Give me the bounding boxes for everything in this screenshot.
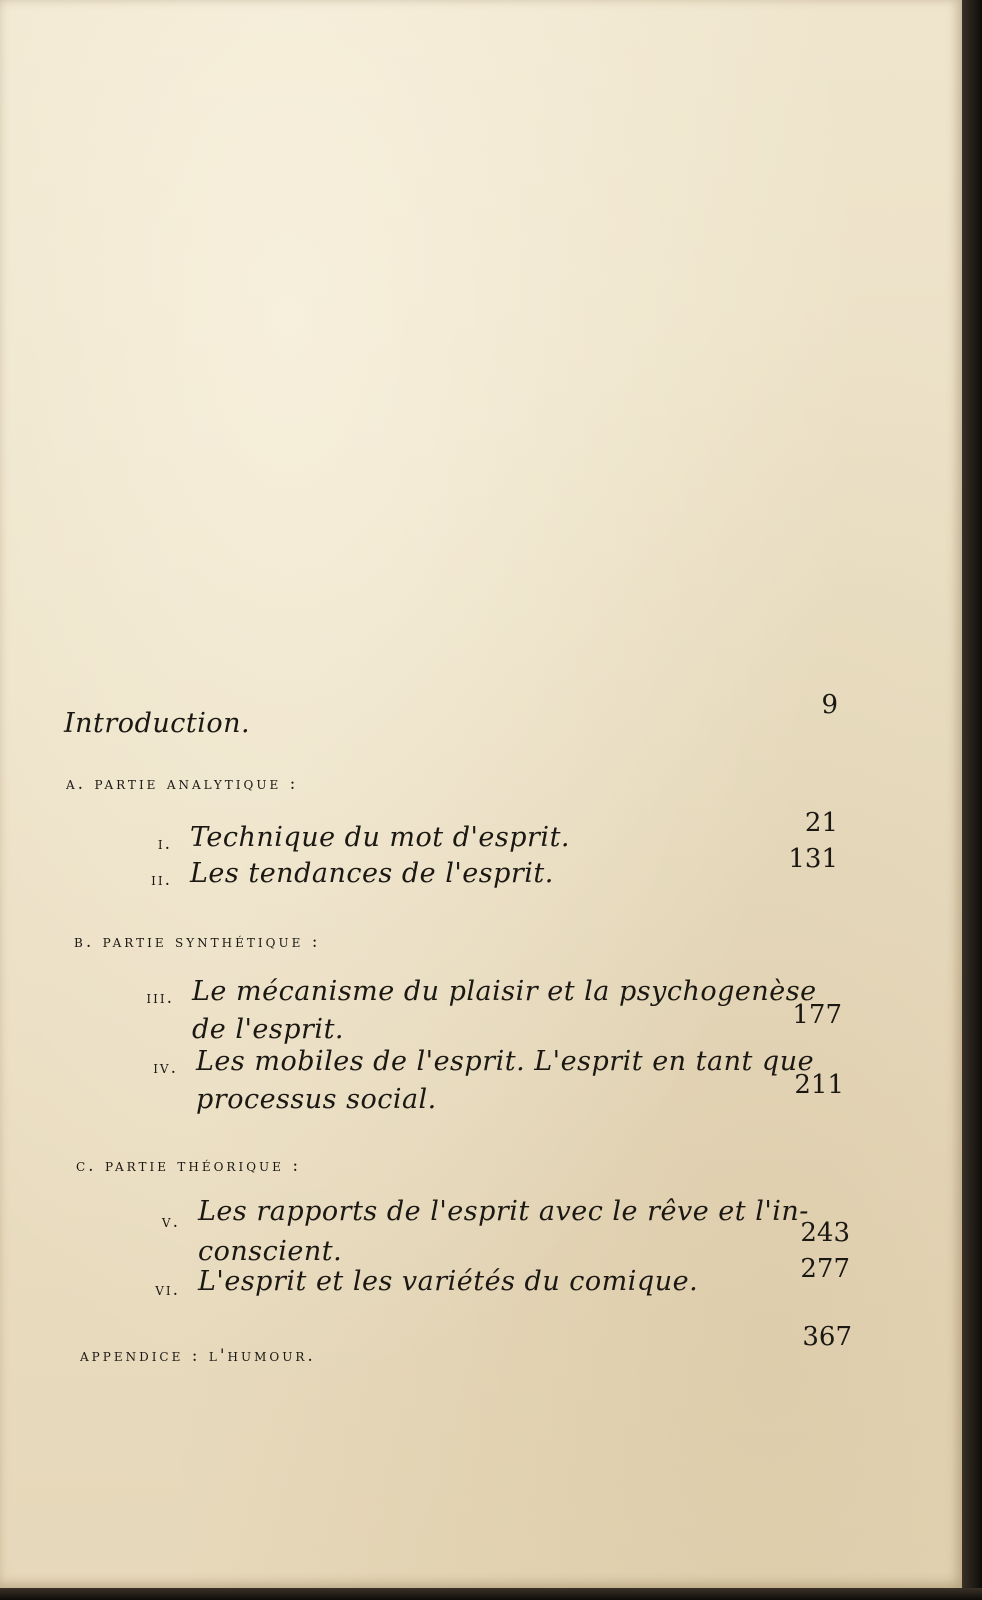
chapter-5-title-line2: conscient.: [198, 1236, 343, 1267]
chapter-6-title: L'esprit et les variétés du comique.: [198, 1266, 699, 1297]
chapter-6-page: 277: [800, 1254, 850, 1284]
chapter-4-title-line2: processus social.: [196, 1084, 437, 1115]
chapter-2-title: Les tendances de l'esprit.: [190, 858, 554, 889]
chapter-6-numeral: vi.: [155, 1280, 180, 1300]
chapter-4-numeral: iv.: [153, 1058, 178, 1078]
chapter-3-page: 177: [792, 1000, 842, 1030]
part-c-heading: c. partie théorique :: [76, 1156, 302, 1176]
chapter-2-numeral: ii.: [151, 870, 172, 890]
page-bottom-shadow: [0, 1588, 982, 1600]
chapter-4-title-line1: Les mobiles de l'esprit. L'esprit en tant que: [196, 1046, 815, 1077]
toc-introduction-title: Introduction.: [64, 708, 251, 739]
part-a-heading: a. partie analytique :: [66, 774, 299, 794]
chapter-5-title-line1: Les rapports de l'esprit avec le rêve et l'in-: [198, 1196, 809, 1227]
page-edge-shadow: [962, 0, 982, 1600]
appendix-heading: appendice : l'humour.: [80, 1346, 316, 1366]
chapter-3-numeral: iii.: [146, 988, 174, 1008]
chapter-3-title-line1: Le mécanisme du plaisir et la psychogenèse: [192, 976, 817, 1007]
appendix-page: 367: [802, 1322, 852, 1352]
chapter-1-page: 21: [804, 808, 838, 838]
part-b-heading: b. partie synthétique :: [74, 932, 321, 952]
chapter-2-page: 131: [788, 844, 838, 874]
chapter-4-page: 211: [794, 1070, 844, 1100]
chapter-3-title-line2: de l'esprit.: [192, 1014, 344, 1045]
toc-introduction-page: 9: [821, 690, 838, 720]
chapter-1-title: Technique du mot d'esprit.: [190, 822, 571, 853]
chapter-5-page: 243: [800, 1218, 850, 1248]
chapter-5-numeral: v.: [161, 1212, 180, 1232]
chapter-1-numeral: i.: [157, 834, 172, 854]
